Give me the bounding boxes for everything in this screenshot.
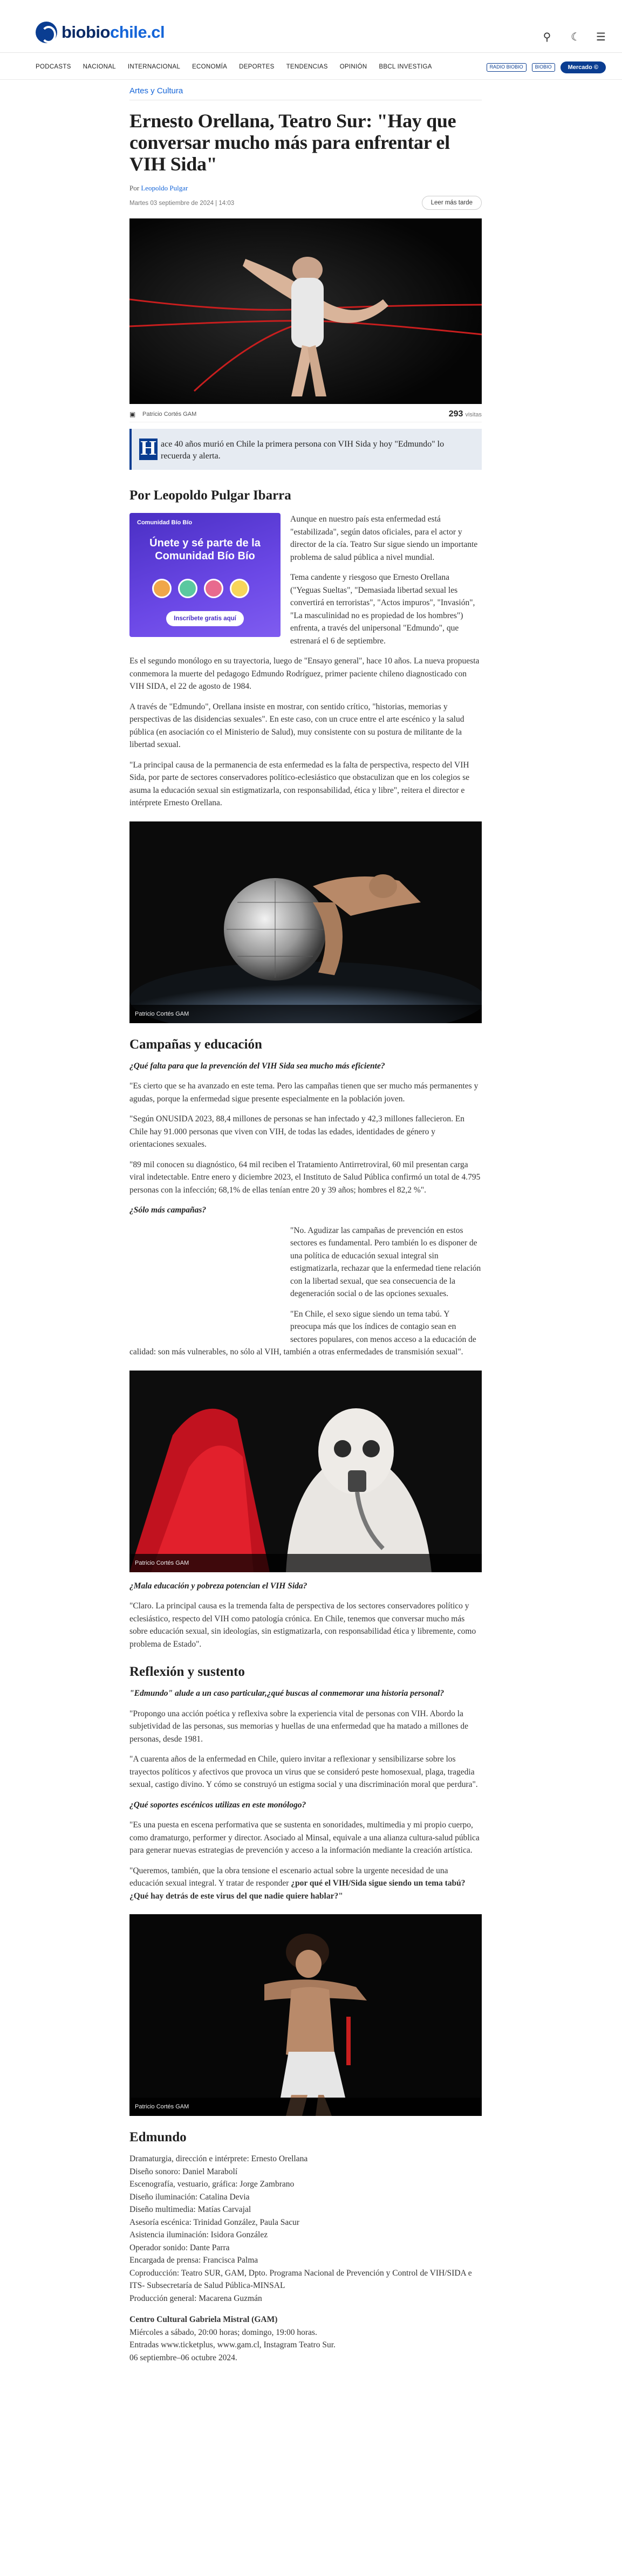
- answer: "Es cierto que se ha avanzado en este tema. Pero las campañas tienen que ser mucho más permanentes y agudas, porque la enfermedad sigue presente especialmente en la población joven.: [129, 1081, 479, 1104]
- lead-text: ace 40 años murió en Chile la primera persona con VIH Sida y hoy "Edmundo" lo recuerda y alerta.: [161, 440, 445, 461]
- nav-item-tendencias[interactable]: TENDENCIAS: [286, 64, 328, 70]
- answer: "Propongo una acción poética y reflexiva sobre la experiencia vital de personas con VIH. Abordo la subjetividad de las personas, sus memorias y huellas de una enfermedad que ha matado a millones de personas, desde 1981.: [129, 1709, 468, 1744]
- read-later-button[interactable]: Leer más tarde: [422, 196, 482, 210]
- hero-photo[interactable]: [129, 218, 482, 404]
- credit-line: Asesoría escénica: Trinidad González, Paula Sacur: [129, 2217, 300, 2227]
- byline-prefix: Por: [129, 184, 140, 192]
- nav-item-podcasts[interactable]: PODCASTS: [36, 64, 71, 70]
- answer-emphasis: ¿por qué el VIH/Sida sigue siendo un tema tabú? ¿Qué hay detrás de este virus del que nadie quiere hablar?": [129, 1879, 466, 1901]
- credit-line: Diseño sonoro: Daniel Marabolí: [129, 2167, 238, 2176]
- category-link[interactable]: Artes y Cultura: [129, 86, 183, 95]
- nav-item-nacional[interactable]: NACIONAL: [83, 64, 116, 70]
- view-count: [449, 409, 482, 419]
- byline: [129, 184, 482, 193]
- schedule-line: Miércoles a sábado, 20:00 horas; domingo, 19:00 horas.: [129, 2327, 317, 2337]
- answer: "Es una puesta en escena performativa que se sustenta en sonoridades, multimedia y mi propio cuerpo, como dramaturgo, performer y director. Asociado al Minsal, equivale a una alianza cultura-salud pública para generar nuevas estrategias de prevención y acceso a la información mediante la creación artística.: [129, 1820, 480, 1855]
- ad-signup-button[interactable]: Inscríbete gratis aquí: [166, 611, 244, 626]
- paragraph: Tema candente y riesgoso que Ernesto Orellana ("Yeguas Sueltas", "Demasiada libertad sexual les convertirá en terroristas", "Actos impuros", "Invasión", "La masculinidad no es propiedad de los hombres") enfrenta, a través del unipersonal "Edmundo", que estrenará el 6 de septiembre.: [290, 573, 475, 646]
- embed-placeholder: [129, 1222, 281, 1330]
- schedule-line: Entradas www.ticketplus, www.gam.cl, Instagram Teatro Sur.: [129, 2340, 336, 2349]
- article-photo[interactable]: [129, 1371, 482, 1572]
- lead-box: [129, 429, 482, 470]
- article: [129, 86, 482, 2364]
- answer: [129, 1865, 482, 1903]
- question: ¿Mala educación y pobreza potencian el VIH Sida?: [129, 1581, 307, 1591]
- question: ¿Sólo más campañas?: [129, 1205, 207, 1215]
- disco-ball-photo: [129, 821, 482, 1023]
- menu-icon[interactable]: ☰: [596, 30, 606, 43]
- nav-right: [487, 61, 606, 73]
- photo-credit: Patricio Cortés GAM: [135, 1559, 189, 1566]
- article-photo[interactable]: [129, 821, 482, 1023]
- answer: "A cuarenta años de la enfermedad en Chile, quiero invitar a reflexionar y sensibilizarse sobre los trayectos políticos y afectivos que provoca un virus que se consideró peste homosexual, plaga, tragedia sexual, castigo divino. Y cómo se construyó un estigma social y una discriminación moral que perdura".: [129, 1755, 478, 1789]
- question: ¿Qué falta para que la prevención del VIH Sida sea mucho más eficiente?: [129, 1061, 385, 1071]
- paragraph: "La principal causa de la permanencia de esta enfermedad es la falta de perspectiva, respecto del VIH Sida, por parte de sectores conservadores político-eclesiástico que obstaculizan que en los colegios se asuma la educación sexual sin estigmatizarla, con responsabilidad, ética y libre", reitera el director e intérprete Ernesto Orellana.: [129, 760, 470, 807]
- credit-line: Producción general: Macarena Guzmán: [129, 2293, 262, 2303]
- answer-text: "Queremos, también, que la obra tensione el escenario actual sobre la urgente necesidad de una educación sexual integral. Y tratar de responder: [129, 1866, 448, 1888]
- paragraph: A través de "Edmundo", Orellana insiste en mostrar, con sentido crítico, "historias, memorias y perspectivas de las disidencias sexuales". En este caso, con un cruce entre el arte escénico y la salud pública (en asociación co el Ministerio de Salud), muy consistente con su postura de militante de la libertad sexual.: [129, 702, 464, 749]
- paragraph: Es el segundo monólogo en su trayectoria, luego de "Ensayo general", hace 10 años. La nueva propuesta conmemora la muerte del pedagogo Edmundo Rodríguez, primer paciente chileno diagnosticado con VIH SIDA, el 22 de agosto de 1984.: [129, 656, 480, 691]
- answer: "Claro. La principal causa es la tremenda falta de perspectiva de los sectores conservadores político y eclesiástico, respecto del VIH como patología crónica. En Chile, tenemos que conversar mucho más sobre educación sexual, sin ideologías, sin estigmatizarla, con responsabilidad ética y libremente, como problema de Estado".: [129, 1601, 476, 1649]
- edmundo-subhead: Edmundo: [129, 2130, 187, 2145]
- brand-prefix: biobio: [61, 23, 110, 42]
- nav-item-bbcl-investiga[interactable]: BBCL INVESTIGA: [379, 64, 432, 70]
- avatar: [204, 579, 223, 598]
- views-label: visitas: [465, 412, 482, 418]
- photo-credit: Patricio Cortés GAM: [142, 411, 197, 417]
- answer: "En Chile, el sexo sigue siendo un tema tabú. Y preocupa más que los índices de contagio sean en sectores populares, con menos acceso a la educación de calidad: son más vulnerables, no sólo al VIH, también a otras enfermedades de transmisión sexual".: [129, 1309, 476, 1356]
- campaigns-subhead: Campañas y educación: [129, 1037, 262, 1052]
- credit-line: Asistencia iluminación: Isidora González: [129, 2230, 268, 2239]
- credits-list: [129, 2153, 482, 2305]
- camera-icon: ▣: [129, 410, 136, 418]
- mercado-button[interactable]: Mercado ©: [561, 61, 606, 73]
- credit-line: Operador sonido: Dante Parra: [129, 2243, 230, 2252]
- biobio-logo-icon: [36, 22, 57, 43]
- mask-photo: [129, 1371, 482, 1572]
- schedule-line: 06 septiembre–06 octubre 2024.: [129, 2353, 237, 2362]
- answer: "Según ONUSIDA 2023, 88,4 millones de personas se han infectado y 42,3 millones fallecieron. En Chile hay 91.000 personas que viven con VIH, de todas las edades, identidades de género y orientaciones sexuales.: [129, 1114, 465, 1149]
- paragraph: Aunque en nuestro país esta enfermedad está "estabilizada", según datos oficiales, para el actor y director de la cía. Teatro Sur sigue siendo un importante problema de salud pública a nivel mundial.: [290, 515, 478, 562]
- top-header: [0, 0, 622, 53]
- author-subhead: Por Leopoldo Pulgar Ibarra: [129, 488, 291, 503]
- article-photo[interactable]: [129, 1914, 482, 2116]
- ad-avatars: [152, 579, 249, 598]
- credit-line: Encargada de prensa: Francisca Palma: [129, 2256, 258, 2265]
- nav-item-economia[interactable]: ECONOMÍA: [192, 64, 228, 70]
- credit-line: Escenografía, vestuario, gráfica: Jorge Zambrano: [129, 2180, 295, 2189]
- community-ad[interactable]: [129, 513, 281, 637]
- nav-item-deportes[interactable]: DEPORTES: [239, 64, 275, 70]
- credit-line: Diseño iluminación: Catalina Devia: [129, 2192, 250, 2202]
- nav-item-internacional[interactable]: INTERNACIONAL: [127, 64, 181, 70]
- meta-row: [129, 196, 482, 212]
- photo-credit: Patricio Cortés GAM: [135, 1010, 189, 1017]
- avatar: [230, 579, 249, 598]
- radio-biobio-logo[interactable]: RADIO BIOBIO: [487, 63, 527, 72]
- brand-suffix: chile.cl: [110, 23, 165, 42]
- publish-date: Martes 03 septiembre de 2024 | 14:03: [129, 200, 235, 207]
- credit-line: Diseño multimedia: Matías Carvajal: [129, 2205, 251, 2214]
- reflection-subhead: Reflexión y sustento: [129, 1664, 245, 1679]
- hero-photo-illustration: [129, 218, 482, 404]
- avatar: [152, 579, 172, 598]
- answer: "No. Agudizar las campañas de prevención en estos sectores es fundamental. Pero también lo es disponer de una política de educación sexual integral sin estigmatizarla, rechazar que la enfermedad tiene relación con la libertad sexual, que sea consecuencia de la degeneración social o de las opciones sexuales.: [290, 1225, 481, 1298]
- views-number: 293: [448, 409, 463, 419]
- brand-wordmark: [61, 23, 165, 42]
- answer: "89 mil conocen su diagnóstico, 64 mil reciben el Tratamiento Antirretroviral, 60 mil presentan carga viral indetectable. Entre enero y diciembre 2023, el Instituto de Salud Pública confirmó un total de 4.795 personas con la infección; 68,1% de ellas tenían entre 20 y 39 años; hombres el 82,2 %".: [129, 1160, 481, 1195]
- site-logo[interactable]: [36, 22, 165, 43]
- main-nav: [0, 60, 622, 80]
- photo-credit: Patricio Cortés GAM: [135, 2104, 189, 2110]
- article-title: Ernesto Orellana, Teatro Sur: "Hay que conversar mucho más para enfrentar el VIH Sida": [129, 110, 456, 175]
- credit-line: Coproducción: Teatro SUR, GAM, Dpto. Programa Nacional de Prevención y Control de VIH/SIDA e ITS- Subsecretaría de Salud Pública-MINSAL: [129, 2268, 472, 2290]
- ad-title: Únete y sé parte de la Comunidad Bío Bío: [149, 537, 261, 562]
- search-icon[interactable]: ⚲: [543, 30, 551, 43]
- question: ¿Qué soportes escénicos utilizas en este monólogo?: [129, 1800, 306, 1810]
- nav-items: [36, 64, 432, 70]
- nav-item-opinion[interactable]: OPINIÓN: [339, 64, 367, 70]
- venue-name: Centro Cultural Gabriela Mistral (GAM): [129, 2315, 278, 2324]
- lead-dropcap: H: [139, 439, 158, 460]
- moon-icon[interactable]: ☾: [571, 30, 580, 43]
- credit-line: Dramaturgia, dirección e intérprete: Ernesto Orellana: [129, 2154, 308, 2163]
- author-link[interactable]: Leopoldo Pulgar: [141, 184, 188, 192]
- ad-brand: Comunidad Bío Bío: [137, 519, 193, 526]
- biobio-tv-logo[interactable]: BIOBIO: [532, 63, 555, 72]
- avatar: [178, 579, 197, 598]
- photo-meta: [129, 404, 482, 422]
- question: "Edmundo" alude a un caso particular,¿qué buscas al conmemorar una historia personal?: [129, 1689, 445, 1698]
- performer-photo: [129, 1914, 482, 2116]
